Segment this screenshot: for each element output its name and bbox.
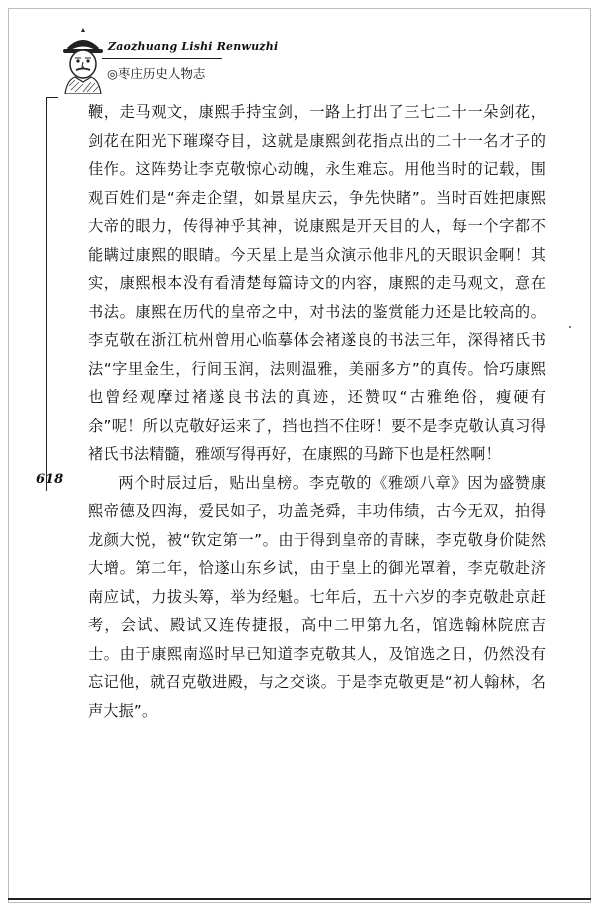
page-number: 618: [36, 472, 64, 487]
side-rule-top: [46, 97, 58, 98]
header-title-english: Zaozhuang Lishi Renwuzhi: [108, 40, 279, 53]
side-rule: [46, 97, 47, 491]
scan-speck: [569, 326, 571, 328]
paragraph-1: 鞭，走马观文，康熙手持宝剑，一路上打出了三七二十一朵剑花，剑花在阳光下璀璨夺目，这就是康熙剑花指点出的二十一名才子的佳作。这阵势让李克敬惊心动魄，永生难忘。用他当时的记载，围观百姓们是“奔走企望，如景星庆云，争先快睹”。当时百姓把康熙大帝的眼力，传得神乎其神，说康熙是开天目的人，每一个字都不能瞒过康熙的眼睛。今天星上是当众演示他非凡的天眼识金啊！其实，康熙根本没有看清楚每篇诗文的内容，康熙的走马观文，意在书法。康熙在历代的皇帝之中，对书法的鉴赏能力还是比较高的。李克敬在浙江杭州曾用心临摹体会褚遂良的书法三年，深得褚氏书法“字里金生，行间玉润，法则温雅，美丽多方”的真传。恰巧康熙也曾经观摩过褚遂良书法的真迹，还赞叹“古雅绝俗，瘦硬有余”呢！所以克敬好运来了，挡也挡不住呀！要不是李克敬认真习得褚氏书法精髓，雅颂写得再好，在康熙的马蹄下也是枉然啊！: [88, 103, 546, 463]
body-text: [88, 98, 546, 725]
header-divider: [102, 58, 222, 59]
author-portrait-illustration: [57, 28, 109, 94]
header-title-chinese: ◎枣庄历史人物志: [107, 66, 206, 81]
paragraph-2: 两个时辰过后，贴出皇榜。李克敬的《雅颂八章》因为盛赞康熙帝德及四海，爱民如子，功盖尧舜，丰功伟绩，古今无双，拍得龙颜大悦，被“钦定第一”。由于得到皇帝的青睐，李克敬身价陡然大增。第二年，恰遂山东乡试，由于皇上的御光罩着，李克敬赴济南应试，力拔头筹，举为经魁。七年后，五十六岁的李克敬赴京赶考，会试、殿试又连传捷报，高中二甲第九名，馆选翰林院庶吉士。由于康熙南巡时早已知道李克敬其人，及馆选之日，仍然没有忘记他，就召克敬进殿，与之交谈。于是李克敬更是“初人翰林，名声大振”。: [88, 473, 546, 720]
bottom-rule: [8, 898, 591, 900]
